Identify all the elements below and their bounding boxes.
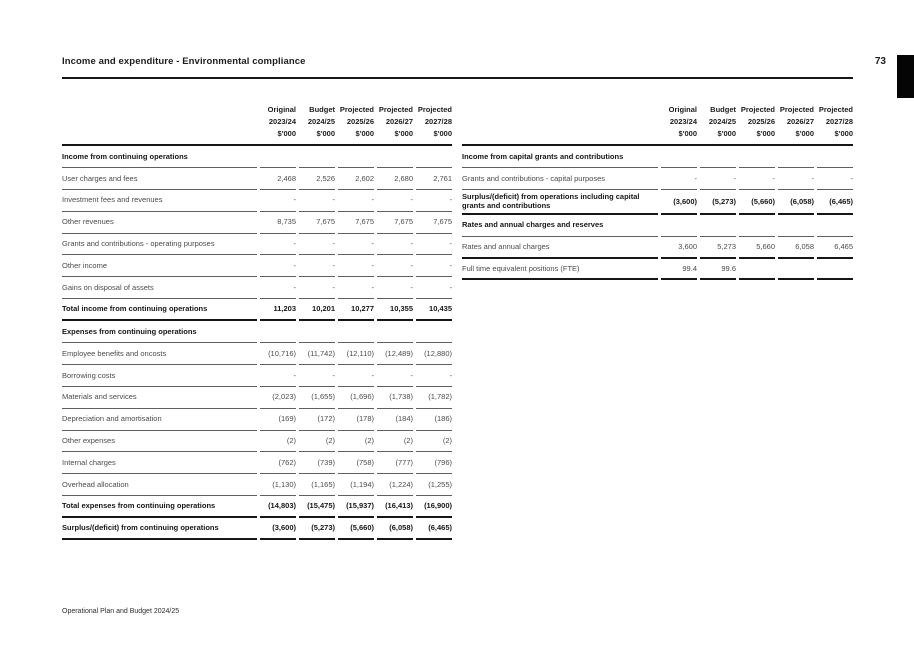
cell-value bbox=[739, 215, 775, 237]
column-header bbox=[700, 104, 736, 140]
cell-value: - bbox=[416, 234, 452, 256]
cell-value bbox=[299, 146, 335, 168]
cell-value: - bbox=[416, 277, 452, 299]
cell-value: 10,201 bbox=[299, 299, 335, 321]
row-label: Surplus/(deficit) from continuing operations bbox=[62, 518, 257, 540]
column-header-line: $'000 bbox=[355, 129, 374, 138]
cell-value: 7,675 bbox=[416, 212, 452, 234]
cell-value bbox=[338, 321, 374, 343]
cell-value bbox=[260, 146, 296, 168]
cell-value: 2,761 bbox=[416, 168, 452, 190]
column-header-line: 2023/24 bbox=[268, 117, 296, 126]
row-label: Overhead allocation bbox=[62, 474, 257, 496]
cell-value: - bbox=[377, 277, 413, 299]
cell-value: (6,465) bbox=[416, 518, 452, 540]
cell-value: (12,489) bbox=[377, 343, 413, 365]
cell-value: (1,194) bbox=[338, 474, 374, 496]
table-row bbox=[62, 168, 452, 190]
column-header bbox=[817, 104, 853, 140]
cell-value: (184) bbox=[377, 409, 413, 431]
cell-value bbox=[338, 146, 374, 168]
row-label: Grants and contributions - operating purposes bbox=[62, 234, 257, 256]
row-label: Investment fees and revenues bbox=[62, 190, 257, 212]
column-header-line: $'000 bbox=[834, 129, 853, 138]
cell-value bbox=[416, 146, 452, 168]
cell-value: - bbox=[260, 277, 296, 299]
header-label-spacer bbox=[462, 104, 658, 140]
cell-value: - bbox=[377, 365, 413, 387]
column-header-line: Projected bbox=[378, 105, 413, 114]
cell-value: 6,465 bbox=[817, 237, 853, 259]
cell-value: - bbox=[260, 365, 296, 387]
cell-value: - bbox=[260, 234, 296, 256]
table-header-row bbox=[62, 104, 452, 146]
cell-value: (15,475) bbox=[299, 496, 335, 518]
cell-value: (2) bbox=[260, 431, 296, 453]
row-label: Total income from continuing operations bbox=[62, 299, 257, 321]
cell-value: (1,165) bbox=[299, 474, 335, 496]
table-row bbox=[62, 387, 452, 409]
cell-value: (12,880) bbox=[416, 343, 452, 365]
cell-value: (2) bbox=[338, 431, 374, 453]
cell-value: (178) bbox=[338, 409, 374, 431]
row-label: Materials and services bbox=[62, 387, 257, 409]
cell-value: 10,435 bbox=[416, 299, 452, 321]
cell-value: (5,273) bbox=[700, 190, 736, 215]
column-header bbox=[739, 104, 775, 140]
table-row bbox=[462, 168, 853, 190]
cell-value bbox=[661, 146, 697, 168]
cell-value: (1,738) bbox=[377, 387, 413, 409]
column-header-line: $'000 bbox=[678, 129, 697, 138]
row-label: Gains on disposal of assets bbox=[62, 277, 257, 299]
cell-value: - bbox=[338, 277, 374, 299]
cell-value: 2,602 bbox=[338, 168, 374, 190]
row-label: Other income bbox=[62, 255, 257, 277]
cell-value: 5,660 bbox=[739, 237, 775, 259]
cell-value: - bbox=[299, 277, 335, 299]
column-header-line: $'000 bbox=[316, 129, 335, 138]
column-header-line: Projected bbox=[417, 105, 452, 114]
row-label: User charges and fees bbox=[62, 168, 257, 190]
page-title: Income and expenditure - Environmental compliance bbox=[62, 56, 306, 67]
cell-value: 8,735 bbox=[260, 212, 296, 234]
cell-value bbox=[661, 215, 697, 237]
cell-value: - bbox=[661, 168, 697, 190]
row-label: Income from capital grants and contributions bbox=[462, 146, 658, 168]
cell-value: - bbox=[817, 168, 853, 190]
cell-value: (796) bbox=[416, 452, 452, 474]
cell-value: 3,600 bbox=[661, 237, 697, 259]
column-header bbox=[661, 104, 697, 140]
column-header-line: Budget bbox=[710, 105, 736, 114]
cell-value: (186) bbox=[416, 409, 452, 431]
cell-value bbox=[778, 259, 814, 281]
cell-value: 2,526 bbox=[299, 168, 335, 190]
row-label: Borrowing costs bbox=[62, 365, 257, 387]
column-header-line: Original bbox=[267, 105, 296, 114]
cell-value: - bbox=[260, 190, 296, 212]
cell-value: (1,696) bbox=[338, 387, 374, 409]
cell-value: - bbox=[338, 190, 374, 212]
column-header-line: 2025/26 bbox=[346, 117, 374, 126]
cell-value: (1,255) bbox=[416, 474, 452, 496]
column-header-line: Projected bbox=[740, 105, 775, 114]
table-row bbox=[62, 452, 452, 474]
column-header bbox=[299, 104, 335, 140]
table-row bbox=[62, 146, 452, 168]
column-header-line: $'000 bbox=[394, 129, 413, 138]
cell-value: 10,277 bbox=[338, 299, 374, 321]
cell-value: (739) bbox=[299, 452, 335, 474]
row-label: Grants and contributions - capital purposes bbox=[462, 168, 658, 190]
cell-value: 10,355 bbox=[377, 299, 413, 321]
cell-value: (1,782) bbox=[416, 387, 452, 409]
cell-value bbox=[700, 215, 736, 237]
cell-value bbox=[377, 321, 413, 343]
table-row bbox=[62, 365, 452, 387]
cell-value: - bbox=[338, 365, 374, 387]
cell-value: - bbox=[416, 255, 452, 277]
column-header-line: 2024/25 bbox=[307, 117, 335, 126]
column-header-line: Projected bbox=[818, 105, 853, 114]
cell-value: - bbox=[299, 365, 335, 387]
cell-value: 99.6 bbox=[700, 259, 736, 281]
column-header-line: Original bbox=[668, 105, 697, 114]
cell-value: (15,937) bbox=[338, 496, 374, 518]
table-row bbox=[62, 409, 452, 431]
cell-value: (2,023) bbox=[260, 387, 296, 409]
cell-value: (5,660) bbox=[739, 190, 775, 215]
cell-value: (777) bbox=[377, 452, 413, 474]
column-header-line: $'000 bbox=[795, 129, 814, 138]
title-rule bbox=[62, 77, 853, 79]
table-row bbox=[62, 212, 452, 234]
table-row bbox=[62, 321, 452, 343]
cell-value: (1,655) bbox=[299, 387, 335, 409]
cell-value: (14,803) bbox=[260, 496, 296, 518]
footer-text: Operational Plan and Budget 2024/25 bbox=[62, 608, 180, 615]
column-header-line: 2026/27 bbox=[385, 117, 413, 126]
row-label: Income from continuing operations bbox=[62, 146, 257, 168]
cell-value: - bbox=[416, 190, 452, 212]
column-header bbox=[260, 104, 296, 140]
cell-value bbox=[377, 146, 413, 168]
column-header-line: $'000 bbox=[277, 129, 296, 138]
column-header bbox=[377, 104, 413, 140]
cell-value: (2) bbox=[377, 431, 413, 453]
table-row bbox=[62, 431, 452, 453]
table-row bbox=[62, 277, 452, 299]
row-label: Rates and annual charges bbox=[462, 237, 658, 259]
table-row bbox=[62, 518, 452, 540]
table-row bbox=[462, 237, 853, 259]
column-header-line: $'000 bbox=[756, 129, 775, 138]
row-label: Total expenses from continuing operations bbox=[62, 496, 257, 518]
row-label: Surplus/(deficit) from operations including capital grants and contributions bbox=[462, 190, 658, 215]
column-header bbox=[778, 104, 814, 140]
column-header-line: 2027/28 bbox=[825, 117, 853, 126]
cell-value bbox=[416, 321, 452, 343]
row-label: Rates and annual charges and reserves bbox=[462, 215, 658, 237]
cell-value: 2,680 bbox=[377, 168, 413, 190]
cell-value: (5,660) bbox=[338, 518, 374, 540]
column-header-line: 2024/25 bbox=[708, 117, 736, 126]
cell-value: 11,203 bbox=[260, 299, 296, 321]
cell-value: - bbox=[299, 255, 335, 277]
cell-value: (6,058) bbox=[778, 190, 814, 215]
cell-value: (16,413) bbox=[377, 496, 413, 518]
cell-value: 5,273 bbox=[700, 237, 736, 259]
cell-value: (1,130) bbox=[260, 474, 296, 496]
cell-value: (11,742) bbox=[299, 343, 335, 365]
cell-value bbox=[700, 146, 736, 168]
cell-value bbox=[778, 146, 814, 168]
cell-value: (16,900) bbox=[416, 496, 452, 518]
cell-value: - bbox=[338, 234, 374, 256]
cell-value bbox=[739, 259, 775, 281]
table-row bbox=[62, 190, 452, 212]
column-header bbox=[416, 104, 452, 140]
cell-value: - bbox=[778, 168, 814, 190]
cell-value: - bbox=[739, 168, 775, 190]
cell-value: (6,058) bbox=[377, 518, 413, 540]
cell-value: (2) bbox=[299, 431, 335, 453]
column-header-line: 2025/26 bbox=[747, 117, 775, 126]
cell-value: - bbox=[260, 255, 296, 277]
table-row bbox=[62, 474, 452, 496]
column-header-line: $'000 bbox=[717, 129, 736, 138]
cell-value: (3,600) bbox=[260, 518, 296, 540]
column-header-line: Projected bbox=[779, 105, 814, 114]
cell-value: (12,110) bbox=[338, 343, 374, 365]
cell-value: - bbox=[377, 190, 413, 212]
cell-value: (758) bbox=[338, 452, 374, 474]
cell-value bbox=[778, 215, 814, 237]
cell-value: - bbox=[299, 190, 335, 212]
page-number: 73 bbox=[874, 56, 886, 67]
table-row bbox=[62, 496, 452, 518]
cell-value: 7,675 bbox=[377, 212, 413, 234]
page-edge-tab bbox=[897, 55, 914, 98]
cell-value bbox=[817, 146, 853, 168]
cell-value bbox=[739, 146, 775, 168]
column-header-line: Projected bbox=[339, 105, 374, 114]
table-row bbox=[462, 146, 853, 168]
cell-value: (10,716) bbox=[260, 343, 296, 365]
cell-value: (6,465) bbox=[817, 190, 853, 215]
cell-value bbox=[260, 321, 296, 343]
header-label-spacer bbox=[62, 104, 257, 140]
cell-value: (3,600) bbox=[661, 190, 697, 215]
cell-value bbox=[817, 215, 853, 237]
cell-value: (172) bbox=[299, 409, 335, 431]
row-label: Depreciation and amortisation bbox=[62, 409, 257, 431]
column-header-line: Budget bbox=[309, 105, 335, 114]
column-header-line: 2026/27 bbox=[786, 117, 814, 126]
table-header-row bbox=[462, 104, 853, 146]
table-row bbox=[462, 190, 853, 215]
cell-value: (5,273) bbox=[299, 518, 335, 540]
table-row bbox=[62, 234, 452, 256]
cell-value: - bbox=[377, 234, 413, 256]
cell-value: - bbox=[416, 365, 452, 387]
table-row bbox=[62, 299, 452, 321]
cell-value: 6,058 bbox=[778, 237, 814, 259]
row-label: Other expenses bbox=[62, 431, 257, 453]
row-label: Full time equivalent positions (FTE) bbox=[462, 259, 658, 281]
column-header-line: 2023/24 bbox=[669, 117, 697, 126]
table-row bbox=[62, 255, 452, 277]
row-label: Internal charges bbox=[62, 452, 257, 474]
cell-value: - bbox=[299, 234, 335, 256]
cell-value: 7,675 bbox=[338, 212, 374, 234]
cell-value: (2) bbox=[416, 431, 452, 453]
table-row bbox=[62, 343, 452, 365]
cell-value: (762) bbox=[260, 452, 296, 474]
cell-value: - bbox=[377, 255, 413, 277]
table-row bbox=[462, 259, 853, 281]
column-header-line: $'000 bbox=[433, 129, 452, 138]
cell-value bbox=[817, 259, 853, 281]
cell-value: - bbox=[700, 168, 736, 190]
cell-value: 2,468 bbox=[260, 168, 296, 190]
cell-value: (169) bbox=[260, 409, 296, 431]
column-header-line: 2027/28 bbox=[424, 117, 452, 126]
row-label: Other revenues bbox=[62, 212, 257, 234]
row-label: Employee benefits and oncosts bbox=[62, 343, 257, 365]
capital-grants-rates-table bbox=[462, 104, 853, 280]
cell-value: - bbox=[338, 255, 374, 277]
row-label: Expenses from continuing operations bbox=[62, 321, 257, 343]
income-expenditure-table bbox=[62, 104, 452, 540]
table-row bbox=[462, 215, 853, 237]
cell-value bbox=[299, 321, 335, 343]
cell-value: 99.4 bbox=[661, 259, 697, 281]
column-header bbox=[338, 104, 374, 140]
cell-value: 7,675 bbox=[299, 212, 335, 234]
cell-value: (1,224) bbox=[377, 474, 413, 496]
